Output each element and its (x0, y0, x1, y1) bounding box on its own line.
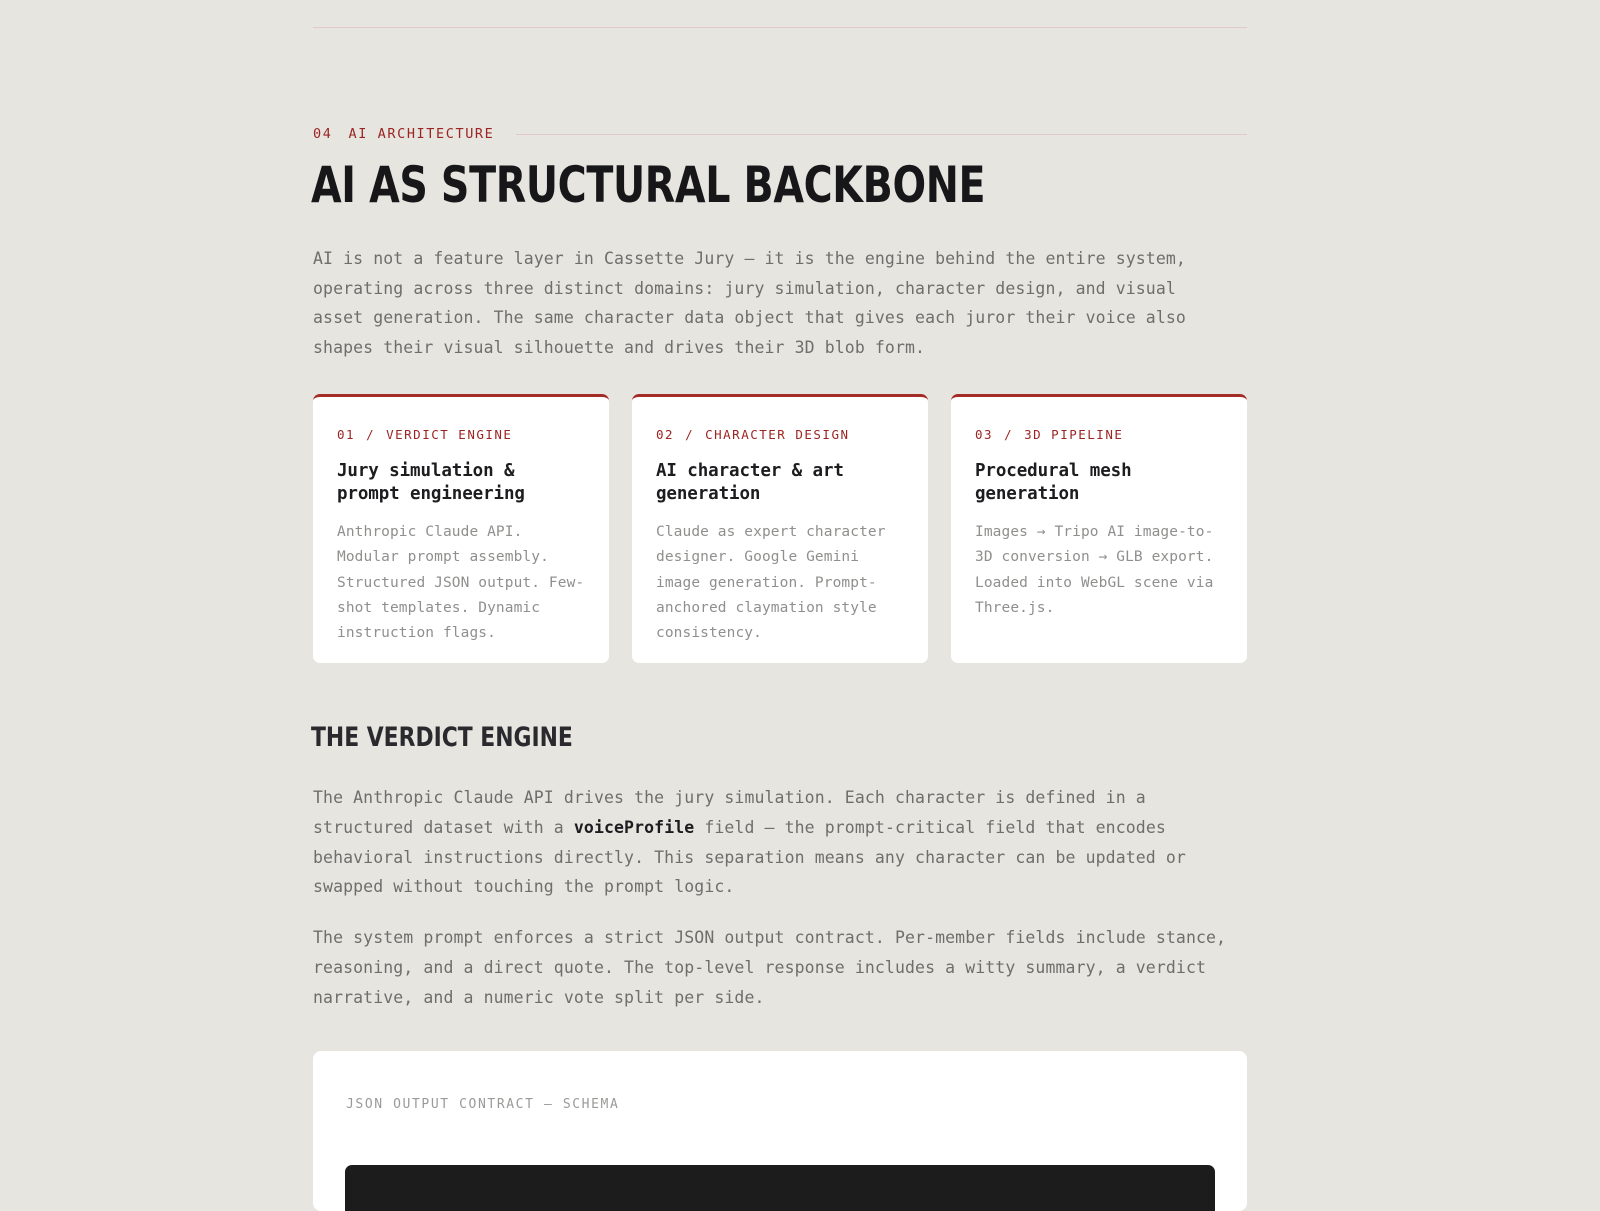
card-label: VERDICT ENGINE (386, 427, 513, 442)
paragraph-text-lead: The Anthropic Claude API drives the jury simulation. Each character is defined in a structured dataset with a (313, 788, 1146, 837)
card-eyebrow (337, 427, 585, 442)
feature-card-list (313, 394, 1247, 663)
card-eyebrow (656, 427, 904, 442)
json-schema-panel (313, 1051, 1247, 1211)
section-label: AI ARCHITECTURE (348, 126, 495, 142)
paragraph-text-tail: field — the prompt-critical field that encodes behavioral instructions directly. This separation means any character can be updated or swapped without touching the prompt logic. (313, 817, 1186, 897)
card-separator: / (366, 427, 376, 442)
card-number: 01 (337, 427, 356, 442)
card-number: 02 (656, 427, 675, 442)
code-block[interactable] (345, 1165, 1215, 1211)
feature-card-verdict-engine[interactable] (313, 394, 609, 663)
feature-card-character-design[interactable] (632, 394, 928, 663)
card-label: 3D PIPELINE (1024, 427, 1124, 442)
card-number: 03 (975, 427, 994, 442)
section-intro: AI is not a feature layer in Cassette Jury — it is the engine behind the entire system, operating across three distinct domains: jury simulation, character design, and visual asset generation. The same character data object that gives each juror their voice also shapes their visual silhouette and drives their 3D blob form. (313, 249, 1186, 357)
card-separator: / (1004, 427, 1014, 442)
top-divider (313, 27, 1247, 28)
card-title: AI character & art generation (656, 461, 844, 504)
card-label: CHARACTER DESIGN (705, 427, 850, 442)
verdict-paragraph-2: The system prompt enforces a strict JSON output contract. Per-member fields include stance, reasoning, and a direct quote. The top-level response includes a witty summary, a verdict narrative, and a numeric vote split per side. (313, 928, 1227, 1007)
card-separator: / (685, 427, 695, 442)
section-number: 04 (313, 126, 333, 142)
feature-card-3d-pipeline[interactable] (951, 394, 1247, 663)
card-body: Images → Tripo AI image-to-3D conversion → GLB export. Loaded into WebGL scene via Three.js. (975, 524, 1214, 616)
card-title: Procedural mesh generation (975, 461, 1132, 504)
code-panel-label: JSON OUTPUT CONTRACT — SCHEMA (346, 1097, 620, 1112)
card-eyebrow (975, 427, 1223, 442)
card-body: Anthropic Claude API. Modular prompt assembly. Structured JSON output. Few-shot templates. Dynamic instruction flags. (337, 524, 585, 642)
card-body: Claude as expert character designer. Google Gemini image generation. Prompt-anchored claymation style consistency. (656, 524, 886, 642)
verdict-paragraph-1 (313, 783, 1248, 902)
section-eyebrow (313, 125, 1247, 143)
inline-code-voiceprofile: voiceProfile (573, 817, 695, 837)
subsection-heading: THE VERDICT ENGINE (311, 722, 573, 753)
card-title: Jury simulation & prompt engineering (337, 461, 525, 504)
eyebrow-divider (516, 134, 1247, 135)
page-title: AI AS STRUCTURAL BACKBONE (311, 156, 986, 214)
